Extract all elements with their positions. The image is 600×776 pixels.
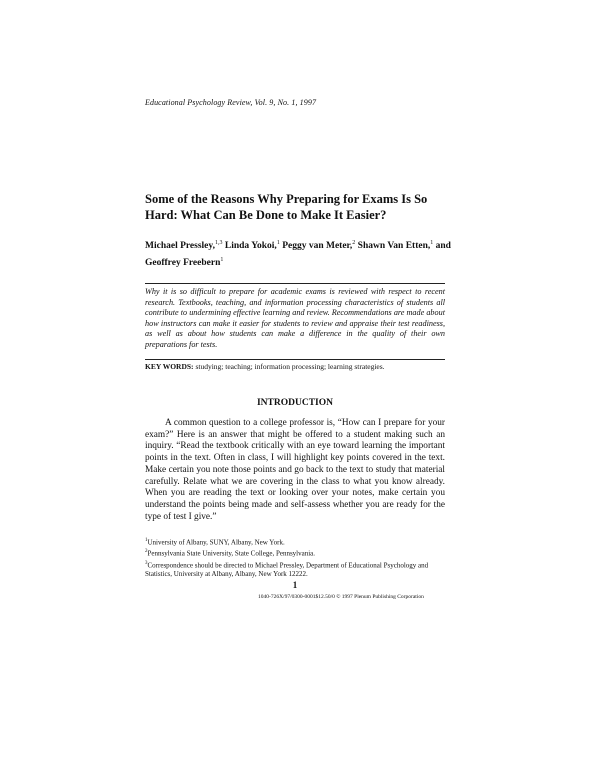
author: Linda Yokoi,$^1$ [224,240,280,252]
footnotes [145,536,445,579]
body-paragraph: A common question to a college professor is, “How can I prepare for your exam?” Here is an answer that might be offered to a student making such an inquiry. “Read the textbook critically with an eye toward learning the important points in the text. Often in class, I will highlight key points covered in the text. Make certain you note those points and go back to the text to study that material carefully. Relate what we are covering in the class to what you know already. When you are reading the text or looking over your notes, make certain you understand the points being made and self-assess whether you are ready for the type of test I give.” [145,418,445,522]
footnote: $^1$University of Albany, SUNY, Albany, New York. [145,538,285,547]
author-list [145,236,455,270]
author: Shawn Van Etten,$^1$ and [357,240,451,252]
copyright-line: 1040-726X/97/0300-0001$12.50/0 © 1997 Plenum Publishing Corporation [258,594,424,600]
abstract-bottom-rule [145,359,445,360]
keywords-list: studying; teaching; information processing; learning strategies. [195,362,385,371]
footnote: $^2$Pennsylvania State University, State College, Pennsylvania. [145,549,316,558]
author: Michael Pressley,$^{1,3}$ [145,240,223,252]
author: Geoffrey Freebern$^1$ [145,257,224,269]
footnote: $^3$Correspondence should be directed to Michael Pressley, Department of Educational Psychology and Statistics, University at Albany, Albany, New York 12222. [145,560,429,578]
abstract: Why it is so difficult to prepare for academic exams is reviewed with respect to recent research. Textbooks, teaching, and information processing characteristics of students all contribute to undermining effective learning and review. Recommendations are made about how instructors can make it easier for students to review and appraise their test readiness, as well as about how students can make a difference in the quality of their own preparations for tests. [145,287,445,349]
keywords [145,362,445,371]
keywords-label: KEY WORDS: [145,362,194,371]
paper-title: Some of the Reasons Why Preparing for Exams Is So Hard: What Can Be Done to Make It Easier? [145,192,428,222]
page-number: 1 [292,580,298,590]
journal-citation: Educational Psychology Review, Vol. 9, No. 1, 1997 [145,98,317,107]
author: Peggy van Meter,$^2$ [282,240,356,252]
section-heading: INTRODUCTION [256,398,333,408]
abstract-top-rule [145,283,445,284]
